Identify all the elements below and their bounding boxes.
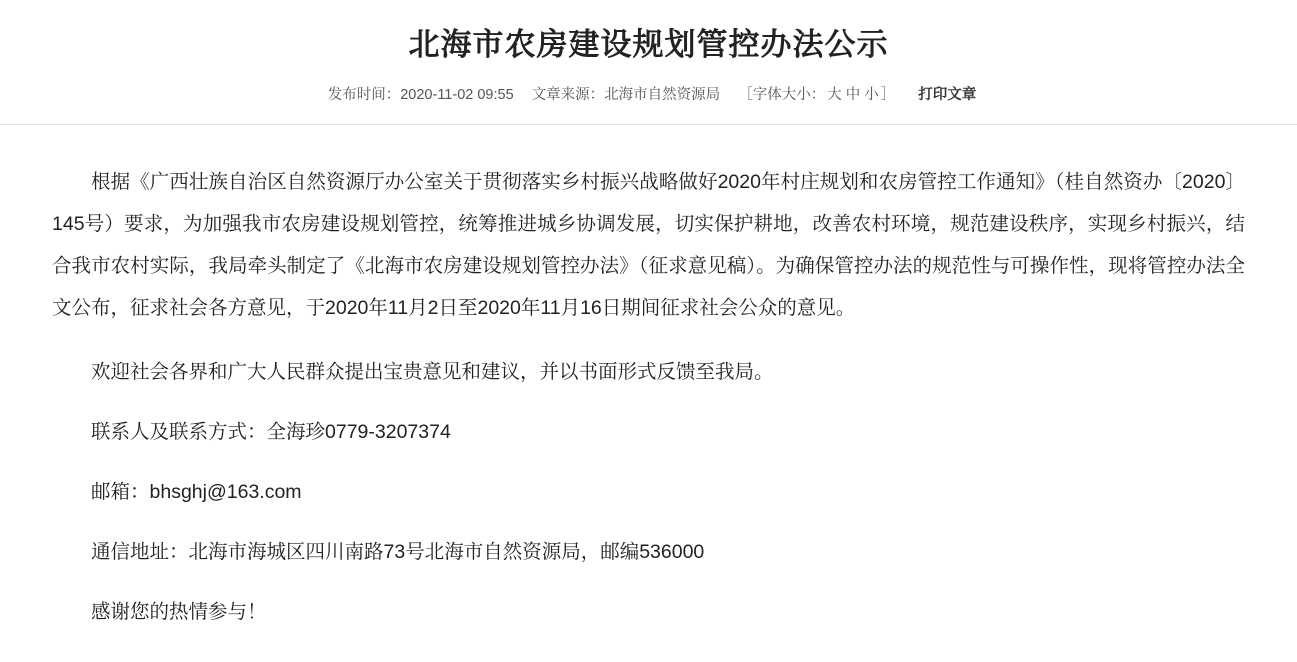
article-paragraph: 欢迎社会各界和广大人民群众提出宝贵意见和建议，并以书面形式反馈至我局。 — [91, 361, 774, 384]
article-source: 文章来源：北海市自然资源局 — [531, 87, 721, 104]
font-size-controls — [738, 84, 895, 106]
article-paragraph: 联系人及联系方式：全海珍0779-3207374 — [91, 421, 451, 444]
font-size-label: ［字体大小： — [738, 87, 826, 104]
publish-time: 发布时间：2020-11-02 09:55 — [327, 87, 514, 104]
article-meta — [0, 84, 1297, 106]
article-paragraph: 感谢您的热情参与！ — [91, 601, 267, 624]
article-header — [0, 0, 1297, 125]
font-size-large-button[interactable]: 大 — [827, 87, 842, 104]
article-paragraph: 根据《广西壮族自治区自然资源厅办公室关于贯彻落实乡村振兴战略做好2020年村庄规划和农房管控工作通知》（桂自然资办〔2020〕145号）要求，为加强我市农房建设规划管控，统筹推进城乡协调发展，切实保护耕地，改善农村环境，规范建设秩序，实现乡村振兴，结合我市农村实际，我局牵头制定了《北海市农房建设规划管控办法》（征求意见稿）。为确保管控办法的规范性与可操作性，现将管控办法全文公布，征求社会各方意见，于2020年11月2日至2020年11月16日期间征求社会公众的意见。 — [52, 171, 1245, 320]
article-paragraph: 通信地址：北海市海城区四川南路73号北海市自然资源局，邮编536000 — [91, 541, 705, 564]
font-size-small-button[interactable]: 小 — [864, 87, 879, 104]
font-size-close-bracket: ］ — [880, 87, 896, 104]
font-size-medium-button[interactable]: 中 — [845, 87, 861, 104]
article-paragraph: 邮箱：bhsghj@163.com — [91, 481, 302, 504]
print-article-link[interactable]: 打印文章 — [918, 87, 977, 104]
page-title: 北海市农房建设规划管控办法公示 — [408, 27, 889, 62]
article-body — [0, 125, 1297, 633]
